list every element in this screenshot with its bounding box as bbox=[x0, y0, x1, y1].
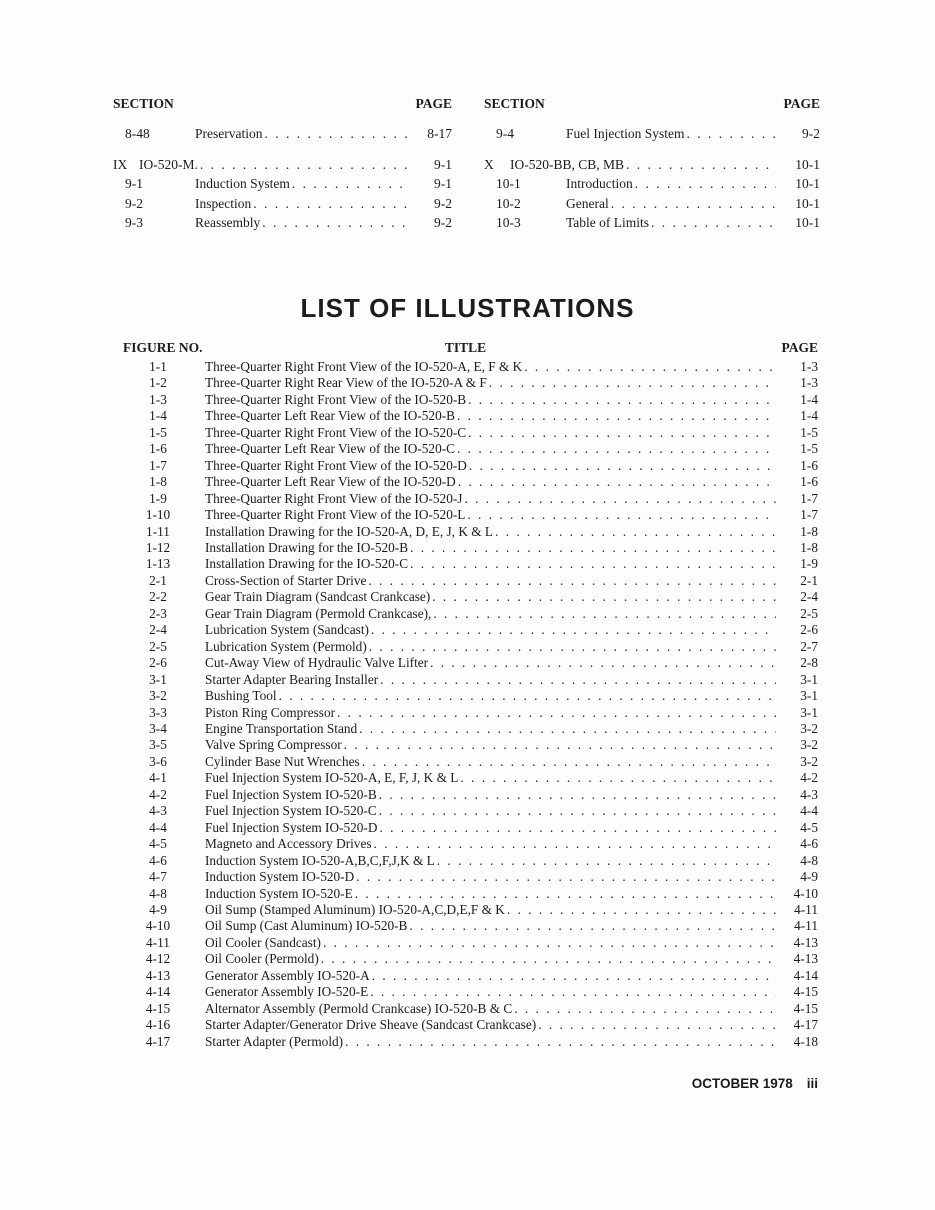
toc-entry bbox=[113, 124, 452, 144]
toc-entry-page: 9-1 bbox=[434, 156, 452, 172]
figure-page: 2-5 bbox=[800, 605, 818, 621]
dot-leader bbox=[410, 556, 776, 572]
figure-page: 3-2 bbox=[800, 737, 818, 753]
illustration-row bbox=[113, 688, 818, 704]
figure-page: 4-4 bbox=[800, 803, 818, 819]
dot-leader bbox=[371, 622, 776, 638]
toc-entry-number: 9-3 bbox=[125, 215, 143, 230]
dot-leader bbox=[458, 474, 776, 490]
illustration-row bbox=[113, 1017, 818, 1033]
figure-title: Fuel Injection System IO-520-D bbox=[205, 819, 378, 835]
figure-page: 1-4 bbox=[800, 408, 818, 424]
toc-entry-title: Inspection bbox=[195, 195, 252, 211]
figure-title: Installation Drawing for the IO-520-B bbox=[205, 539, 409, 555]
toc-entry-number: 8-48 bbox=[125, 126, 150, 141]
dot-leader bbox=[356, 869, 776, 885]
figure-page: 1-8 bbox=[800, 523, 818, 539]
figure-title: Oil Sump (Cast Aluminum) IO-520-B bbox=[205, 918, 408, 934]
figure-page: 2-8 bbox=[800, 655, 818, 671]
figure-page: 4-10 bbox=[793, 885, 818, 901]
figure-title: Gear Train Diagram (Sandcast Crankcase) bbox=[205, 589, 431, 605]
illustration-row bbox=[113, 458, 818, 474]
dot-leader bbox=[468, 392, 776, 408]
section-header: SECTION bbox=[484, 96, 545, 111]
illustration-row bbox=[113, 737, 818, 753]
toc-entry-title: Fuel Injection System bbox=[566, 126, 685, 141]
figure-page: 4-9 bbox=[800, 869, 818, 885]
illustration-row bbox=[113, 540, 818, 556]
dot-leader bbox=[321, 951, 776, 967]
toc-entry-page: 9-2 bbox=[434, 215, 452, 230]
dot-leader bbox=[372, 968, 776, 984]
toc-entry bbox=[113, 213, 452, 233]
figure-page: 4-6 bbox=[800, 836, 818, 852]
toc-entry-number: 9-4 bbox=[496, 126, 514, 141]
dot-leader bbox=[374, 836, 776, 852]
page-header: PAGE bbox=[781, 340, 818, 355]
dot-leader bbox=[611, 194, 776, 214]
figure-title: Oil Cooler (Permold) bbox=[205, 951, 319, 967]
dot-leader bbox=[514, 1001, 776, 1017]
toc-entry-number: 9-1 bbox=[125, 176, 143, 191]
figure-title: Three-Quarter Right Front View of the IO-520-J bbox=[205, 490, 463, 506]
dot-leader bbox=[262, 213, 408, 233]
dot-leader bbox=[200, 155, 408, 175]
toc-entry-title: IO-520-BB, CB, MB bbox=[510, 156, 625, 172]
figure-title: Lubrication System (Permold) bbox=[205, 638, 367, 654]
dot-leader bbox=[687, 124, 777, 144]
illustration-row bbox=[113, 524, 818, 540]
toc-entry-page: 10-1 bbox=[795, 156, 820, 172]
toc-entry-number: X bbox=[484, 156, 494, 172]
figure-number: 3-5 bbox=[149, 737, 167, 753]
toc-entry-number: 10-3 bbox=[496, 215, 521, 230]
figure-number: 4-10 bbox=[145, 918, 171, 934]
figure-number: 1-7 bbox=[149, 457, 167, 473]
dot-leader bbox=[635, 174, 776, 194]
figure-title: Three-Quarter Left Rear View of the IO-520-C bbox=[205, 441, 456, 457]
illustration-row bbox=[113, 425, 818, 441]
page-header: PAGE bbox=[415, 96, 452, 111]
illustration-row bbox=[113, 770, 818, 786]
figure-page: 4-3 bbox=[800, 786, 818, 802]
section-header: SECTION bbox=[113, 96, 174, 111]
figure-no-header: FIGURE NO. bbox=[123, 340, 203, 355]
figure-title: Three-Quarter Right Front View of the IO-520-L bbox=[205, 507, 466, 523]
figure-number: 1-12 bbox=[145, 539, 171, 555]
figure-number: 2-5 bbox=[149, 638, 167, 654]
figure-page: 2-6 bbox=[800, 622, 818, 638]
illustration-row bbox=[113, 787, 818, 803]
dot-leader bbox=[507, 902, 776, 918]
dot-leader bbox=[495, 524, 776, 540]
figure-title: Installation Drawing for the IO-520-A, D, E, J, K & L bbox=[205, 523, 494, 539]
figure-page: 3-1 bbox=[800, 704, 818, 720]
figure-number: 4-16 bbox=[145, 1017, 171, 1033]
figure-number: 4-2 bbox=[149, 786, 167, 802]
illustration-row bbox=[113, 375, 818, 391]
figure-title: Oil Sump (Stamped Aluminum) IO-520-A,C,D,E,F & K bbox=[205, 901, 505, 917]
figure-title: Starter Adapter (Permold) bbox=[205, 1033, 344, 1049]
figure-title: Bushing Tool bbox=[205, 688, 277, 704]
figure-number: 1-11 bbox=[146, 523, 170, 539]
figure-number: 1-2 bbox=[149, 375, 167, 391]
dot-leader bbox=[337, 705, 776, 721]
dot-leader bbox=[430, 655, 776, 671]
illustration-row bbox=[113, 392, 818, 408]
figure-title: Oil Cooler (Sandcast) bbox=[205, 934, 321, 950]
figure-number: 4-12 bbox=[145, 951, 171, 967]
dot-leader bbox=[538, 1017, 776, 1033]
illustrations-header-row bbox=[113, 341, 818, 355]
figure-number: 1-9 bbox=[149, 490, 167, 506]
toc-entry-title: General bbox=[566, 195, 609, 211]
dot-leader bbox=[468, 425, 776, 441]
figure-title: Alternator Assembly (Permold Crankcase) IO-520-B & C bbox=[205, 1000, 513, 1016]
illustration-row bbox=[113, 655, 818, 671]
toc-entry-title: Preservation bbox=[195, 126, 263, 141]
dot-leader bbox=[433, 606, 776, 622]
figure-page: 4-2 bbox=[800, 770, 818, 786]
toc-header-row bbox=[484, 96, 820, 112]
figure-page: 4-15 bbox=[793, 1000, 818, 1016]
illustration-row bbox=[113, 1001, 818, 1017]
figure-page: 4-15 bbox=[793, 984, 818, 1000]
dot-leader bbox=[359, 721, 776, 737]
figure-number: 4-11 bbox=[146, 934, 170, 950]
figure-number: 3-4 bbox=[149, 720, 167, 736]
toc-header-row bbox=[113, 96, 452, 112]
figure-page: 4-8 bbox=[800, 852, 818, 868]
illustration-row bbox=[113, 639, 818, 655]
figure-page: 3-2 bbox=[800, 720, 818, 736]
dot-leader bbox=[467, 507, 776, 523]
figure-title: Valve Spring Compressor bbox=[205, 737, 342, 753]
illustration-row bbox=[113, 507, 818, 523]
figure-number: 4-3 bbox=[149, 803, 167, 819]
dot-leader bbox=[651, 213, 776, 233]
figure-title: Fuel Injection System IO-520-C bbox=[205, 803, 377, 819]
figure-number: 4-5 bbox=[149, 836, 167, 852]
figure-page: 4-11 bbox=[794, 918, 818, 934]
figure-title: Starter Adapter/Generator Drive Sheave (Sandcast Crankcase) bbox=[205, 1017, 537, 1033]
figure-page: 1-4 bbox=[800, 391, 818, 407]
dot-leader bbox=[409, 918, 776, 934]
dot-leader bbox=[410, 540, 776, 556]
toc-entry-number: 9-2 bbox=[125, 195, 143, 211]
figure-page: 1-9 bbox=[800, 556, 818, 572]
figure-title: Three-Quarter Right Rear View of the IO-520-A & F bbox=[205, 375, 487, 391]
figure-number: 1-5 bbox=[149, 424, 167, 440]
figure-page: 4-5 bbox=[800, 819, 818, 835]
figure-number: 4-1 bbox=[149, 770, 167, 786]
dot-leader bbox=[457, 441, 776, 457]
figure-page: 3-1 bbox=[800, 671, 818, 687]
illustration-row bbox=[113, 589, 818, 605]
figure-number: 1-4 bbox=[149, 408, 167, 424]
figure-page: 2-1 bbox=[800, 572, 818, 588]
toc-entry-title: IO-520-M. bbox=[139, 156, 198, 172]
illustration-row bbox=[113, 754, 818, 770]
illustration-row bbox=[113, 853, 818, 869]
figure-title: Three-Quarter Left Rear View of the IO-520-B bbox=[205, 408, 456, 424]
figure-number: 2-6 bbox=[149, 655, 167, 671]
figure-title: Cylinder Base Nut Wrenches bbox=[205, 753, 360, 769]
dot-leader bbox=[464, 491, 776, 507]
dot-leader bbox=[370, 984, 776, 1000]
figure-title: Magneto and Accessory Drives bbox=[205, 836, 372, 852]
illustration-row bbox=[113, 622, 818, 638]
figure-number: 4-6 bbox=[149, 852, 167, 868]
illustration-row bbox=[113, 902, 818, 918]
dot-leader bbox=[432, 589, 776, 605]
toc-entry bbox=[484, 174, 820, 194]
illustrations-table bbox=[113, 341, 818, 1050]
figure-number: 4-17 bbox=[145, 1033, 171, 1049]
figure-title: Gear Train Diagram (Permold Crankcase), bbox=[205, 605, 432, 621]
illustration-row bbox=[113, 441, 818, 457]
figure-page: 1-7 bbox=[800, 507, 818, 523]
figure-title: Fuel Injection System IO-520-A, E, F, J, K & L bbox=[205, 770, 459, 786]
figure-page: 3-2 bbox=[800, 753, 818, 769]
toc-entry-title: Induction System bbox=[195, 176, 290, 191]
toc-entry-page: 10-1 bbox=[795, 176, 820, 191]
toc-entry-page: 9-2 bbox=[802, 126, 820, 141]
page-footer bbox=[692, 1076, 818, 1091]
figure-number: 1-3 bbox=[149, 391, 167, 407]
figure-page: 4-18 bbox=[793, 1033, 818, 1049]
figure-title: Three-Quarter Left Rear View of the IO-520-D bbox=[205, 474, 456, 490]
figure-page: 1-5 bbox=[800, 441, 818, 457]
figure-number: 4-13 bbox=[145, 967, 171, 983]
figure-page: 1-7 bbox=[800, 490, 818, 506]
dot-leader bbox=[345, 1034, 776, 1050]
figure-title: Three-Quarter Right Front View of the IO-520-B bbox=[205, 391, 467, 407]
figure-number: 1-6 bbox=[149, 441, 167, 457]
figure-page: 4-13 bbox=[793, 934, 818, 950]
toc-entry bbox=[113, 194, 452, 214]
figure-title: Induction System IO-520-E bbox=[205, 885, 353, 901]
dot-leader bbox=[626, 155, 776, 175]
figure-title: Cross-Section of Starter Drive bbox=[205, 572, 367, 588]
dot-leader bbox=[379, 787, 776, 803]
illustrations-rows bbox=[113, 359, 818, 1050]
figure-number: 2-1 bbox=[149, 572, 167, 588]
dot-leader bbox=[380, 672, 776, 688]
figure-number: 2-3 bbox=[149, 605, 167, 621]
figure-title: Three-Quarter Right Front View of the IO-520-A, E, F & K bbox=[205, 359, 523, 374]
figure-title: Installation Drawing for the IO-520-C bbox=[205, 556, 409, 572]
title-header: TITLE bbox=[444, 340, 487, 355]
illustration-row bbox=[113, 672, 818, 688]
illustration-row bbox=[113, 935, 818, 951]
illustration-row bbox=[113, 474, 818, 490]
toc-entry bbox=[484, 155, 820, 175]
toc-entry-page: 9-1 bbox=[434, 176, 452, 191]
illustration-row bbox=[113, 705, 818, 721]
figure-number: 4-4 bbox=[149, 819, 167, 835]
figure-number: 3-6 bbox=[149, 753, 167, 769]
figure-number: 3-1 bbox=[149, 671, 167, 687]
toc-entries-left bbox=[113, 124, 452, 233]
figure-title: Starter Adapter Bearing Installer bbox=[205, 671, 379, 687]
dot-leader bbox=[379, 820, 776, 836]
illustration-row bbox=[113, 721, 818, 737]
illustration-row bbox=[113, 573, 818, 589]
toc-column-left bbox=[113, 96, 452, 233]
toc-entry-number: 10-1 bbox=[496, 176, 521, 191]
illustration-row bbox=[113, 918, 818, 934]
toc-section bbox=[113, 96, 820, 233]
figure-title: Generator Assembly IO-520-A bbox=[205, 967, 370, 983]
figure-number: 4-7 bbox=[149, 869, 167, 885]
figure-page: 1-6 bbox=[800, 474, 818, 490]
toc-entry bbox=[113, 155, 452, 175]
toc-entry bbox=[484, 124, 820, 144]
toc-entry-number: 10-2 bbox=[496, 195, 521, 211]
toc-entry bbox=[484, 194, 820, 214]
figure-number: 1-8 bbox=[149, 474, 167, 490]
dot-leader bbox=[292, 174, 408, 194]
dot-leader bbox=[437, 853, 776, 869]
figure-number: 1-10 bbox=[145, 507, 171, 523]
toc-entry-page: 8-17 bbox=[427, 126, 452, 141]
toc-entry-title: Table of Limits bbox=[566, 215, 650, 230]
figure-page: 3-1 bbox=[800, 688, 818, 704]
figure-number: 4-9 bbox=[149, 901, 167, 917]
illustration-row bbox=[113, 886, 818, 902]
dot-leader bbox=[379, 803, 776, 819]
toc-column-right bbox=[484, 96, 820, 233]
figure-number: 3-3 bbox=[149, 704, 167, 720]
figure-title: Three-Quarter Right Front View of the IO-520-D bbox=[205, 457, 467, 473]
illustration-row bbox=[113, 820, 818, 836]
figure-title: Cut-Away View of Hydraulic Valve Lifter bbox=[205, 655, 429, 671]
page-header: PAGE bbox=[783, 96, 820, 111]
illustration-row bbox=[113, 408, 818, 424]
figure-title: Engine Transportation Stand bbox=[205, 720, 358, 736]
dot-leader bbox=[469, 458, 776, 474]
toc-entries-right bbox=[484, 124, 820, 233]
dot-leader bbox=[279, 688, 776, 704]
illustration-row bbox=[113, 556, 818, 572]
dot-leader bbox=[457, 408, 776, 424]
figure-number: 4-14 bbox=[145, 984, 171, 1000]
page-title: LIST OF ILLUSTRATIONS bbox=[300, 293, 635, 323]
figure-number: 4-8 bbox=[149, 885, 167, 901]
figure-title: Fuel Injection System IO-520-B bbox=[205, 786, 377, 802]
dot-leader bbox=[344, 737, 776, 753]
illustration-row bbox=[113, 869, 818, 885]
toc-entry-title: Introduction bbox=[566, 176, 633, 191]
toc-entry bbox=[484, 213, 820, 233]
dot-leader bbox=[369, 639, 776, 655]
illustration-row bbox=[113, 606, 818, 622]
figure-title: Three-Quarter Right Front View of the IO-520-C bbox=[205, 424, 467, 440]
figure-page: 2-4 bbox=[800, 589, 818, 605]
figure-page: 4-14 bbox=[793, 967, 818, 983]
toc-entry bbox=[113, 174, 452, 194]
figure-number: 2-2 bbox=[149, 589, 167, 605]
figure-page: 1-3 bbox=[800, 375, 818, 391]
figure-page: 1-6 bbox=[800, 457, 818, 473]
footer-page-number: iii bbox=[806, 1076, 818, 1091]
dot-leader bbox=[368, 573, 776, 589]
figure-page: 1-5 bbox=[800, 424, 818, 440]
dot-leader bbox=[253, 194, 408, 214]
illustration-row bbox=[113, 984, 818, 1000]
figure-page: 1-3 bbox=[800, 359, 818, 374]
figure-title: Induction System IO-520-A,B,C,F,J,K & L bbox=[205, 852, 435, 868]
dot-leader bbox=[264, 124, 408, 144]
figure-number: 2-4 bbox=[149, 622, 167, 638]
illustration-row bbox=[113, 951, 818, 967]
toc-entry-title: Reassembly bbox=[195, 215, 261, 230]
illustration-row bbox=[113, 836, 818, 852]
toc-entry-page: 10-1 bbox=[795, 215, 820, 230]
figure-page: 4-13 bbox=[793, 951, 818, 967]
figure-number: 1-13 bbox=[145, 556, 171, 572]
footer-date: OCTOBER 1978 bbox=[691, 1076, 793, 1091]
toc-entry-page: 10-1 bbox=[795, 195, 820, 211]
illustration-row bbox=[113, 491, 818, 507]
figure-number: 3-2 bbox=[149, 688, 167, 704]
illustration-row bbox=[113, 359, 818, 375]
figure-title: Piston Ring Compressor bbox=[205, 704, 336, 720]
figure-title: Induction System IO-520-D bbox=[205, 869, 355, 885]
toc-entry-number: IX bbox=[113, 156, 128, 172]
dot-leader bbox=[362, 754, 776, 770]
figure-title: Generator Assembly IO-520-E bbox=[205, 984, 369, 1000]
figure-title: Lubrication System (Sandcast) bbox=[205, 622, 369, 638]
toc-entry-page: 9-2 bbox=[434, 195, 452, 211]
dot-leader bbox=[489, 375, 776, 391]
illustration-row bbox=[113, 968, 818, 984]
figure-page: 4-17 bbox=[793, 1017, 818, 1033]
illustration-row bbox=[113, 1034, 818, 1050]
figure-page: 4-11 bbox=[794, 901, 818, 917]
figure-page: 2-7 bbox=[800, 638, 818, 654]
figure-page: 1-8 bbox=[800, 539, 818, 555]
dot-leader bbox=[524, 359, 776, 375]
illustration-row bbox=[113, 803, 818, 819]
dot-leader bbox=[355, 886, 776, 902]
figure-number: 1-1 bbox=[149, 359, 167, 374]
figure-number: 4-15 bbox=[145, 1000, 171, 1016]
dot-leader bbox=[323, 935, 776, 951]
dot-leader bbox=[460, 770, 776, 786]
